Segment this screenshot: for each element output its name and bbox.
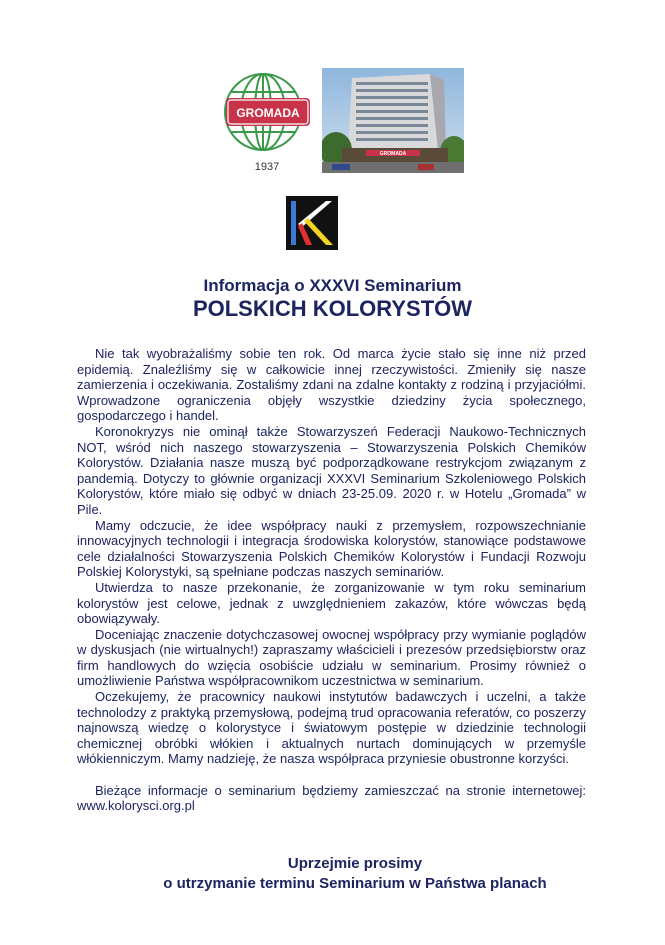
hotel-photo: [322, 68, 464, 173]
k-logo: [286, 196, 338, 250]
page-title-line-1: Informacja o XXXVI Seminarium: [203, 276, 462, 295]
gromada-logo: [216, 66, 318, 174]
closing-line-1: Uprzejmie prosimy: [287, 855, 423, 872]
hotel-sign: GROMADA: [379, 151, 407, 157]
website-paragraph: Bieżące informacje o seminarium będziemy zamieszczać na stronie internetowej: www.kolorysci.org.pl: [77, 782, 586, 814]
paragraph: Nie tak wyobrażaliśmy sobie ten rok. Od marca życie stało się inne niż przed epidemią. Znaleźliśmy się w całkowicie innej rzeczywistości. Zmieniły się nasze zamierzenia i oczekiwania. Zostaliśmy zdani na zdalne kontakty z rodziną i przyjaciółmi. Wprowadzone ograniczenia objęły wszystkie dziedziny życia społecznego, gospodarczego i handel.: [77, 346, 586, 424]
paragraph: Doceniając znaczenie dotychczasowej owocnej współpracy przy wymianie poglądów w dyskusjach (nie wirtualnych!) zapraszamy właścicieli i prezesów przedsiębiorstw oraz firm handlowych do wzięcia osobiście udziału w seminarium. Prosimy również o umożliwienie Państwa współpracownikom uczestnictwa w seminarium.: [77, 626, 586, 689]
paragraph: Mamy odczucie, że idee współpracy nauki z przemysłem, rozpowszechnianie innowacyjnych technologii i integracja środowiska kolorystów, stanowiące podstawowe cele działalności Stowarzyszenia Polskich Chemików Kolorystów i Fundacji Rozwoju Polskiej Kolorystyki, są spełniane podczas naszych seminariów.: [77, 517, 586, 580]
closing-line-2: o utrzymanie terminu Seminarium w Państwa planach: [163, 875, 547, 892]
paragraph: Koronokryzys nie ominął także Stowarzyszeń Federacji Naukowo-Technicznych NOT, wśród nich naszego stowarzyszenia – Stowarzyszenia Polskich Chemików Kolorystów. Działania nasze muszą być podporządkowane restrykcjom związanym z pandemią. Dotyczy to głównie organizacji XXXVI Seminarium Szkoleniowego Polskich Kolorystów, które miało się odbyć w dniach 23-25.09. 2020 r. w Hotelu „Gromada” w Pile.: [77, 423, 586, 517]
logo-year: 1937: [254, 161, 280, 173]
paragraph: Oczekujemy, że pracownicy naukowi instytutów badawczych i uczelni, a także technolodzy z praktyką przemysłową, podejmą trud opracowania referatów, co poszerzy najnowszą wiedzę o kolorystyce i światowym postępie w dziedzinie technologii chemicznej obróbki włókien i aktualnych nurtach dominujących w przemyśle włókienniczym. Mamy nadzieję, że nasza współpraca przyniesie obustronne korzyści.: [77, 689, 586, 767]
closing-request: [140, 854, 570, 894]
letter-body: [77, 346, 586, 814]
paragraph: Utwierdza to nasze przekonanie, że zorganizowanie w tym roku seminarium kolorystów jest celowe, jednak z uwzględnieniem zakazów, które wówczas będą obowiązywały.: [77, 579, 586, 627]
page-title-line-2: POLSKICH KOLORYSTÓW: [192, 296, 473, 321]
logo-name: GROMADA: [236, 106, 300, 120]
